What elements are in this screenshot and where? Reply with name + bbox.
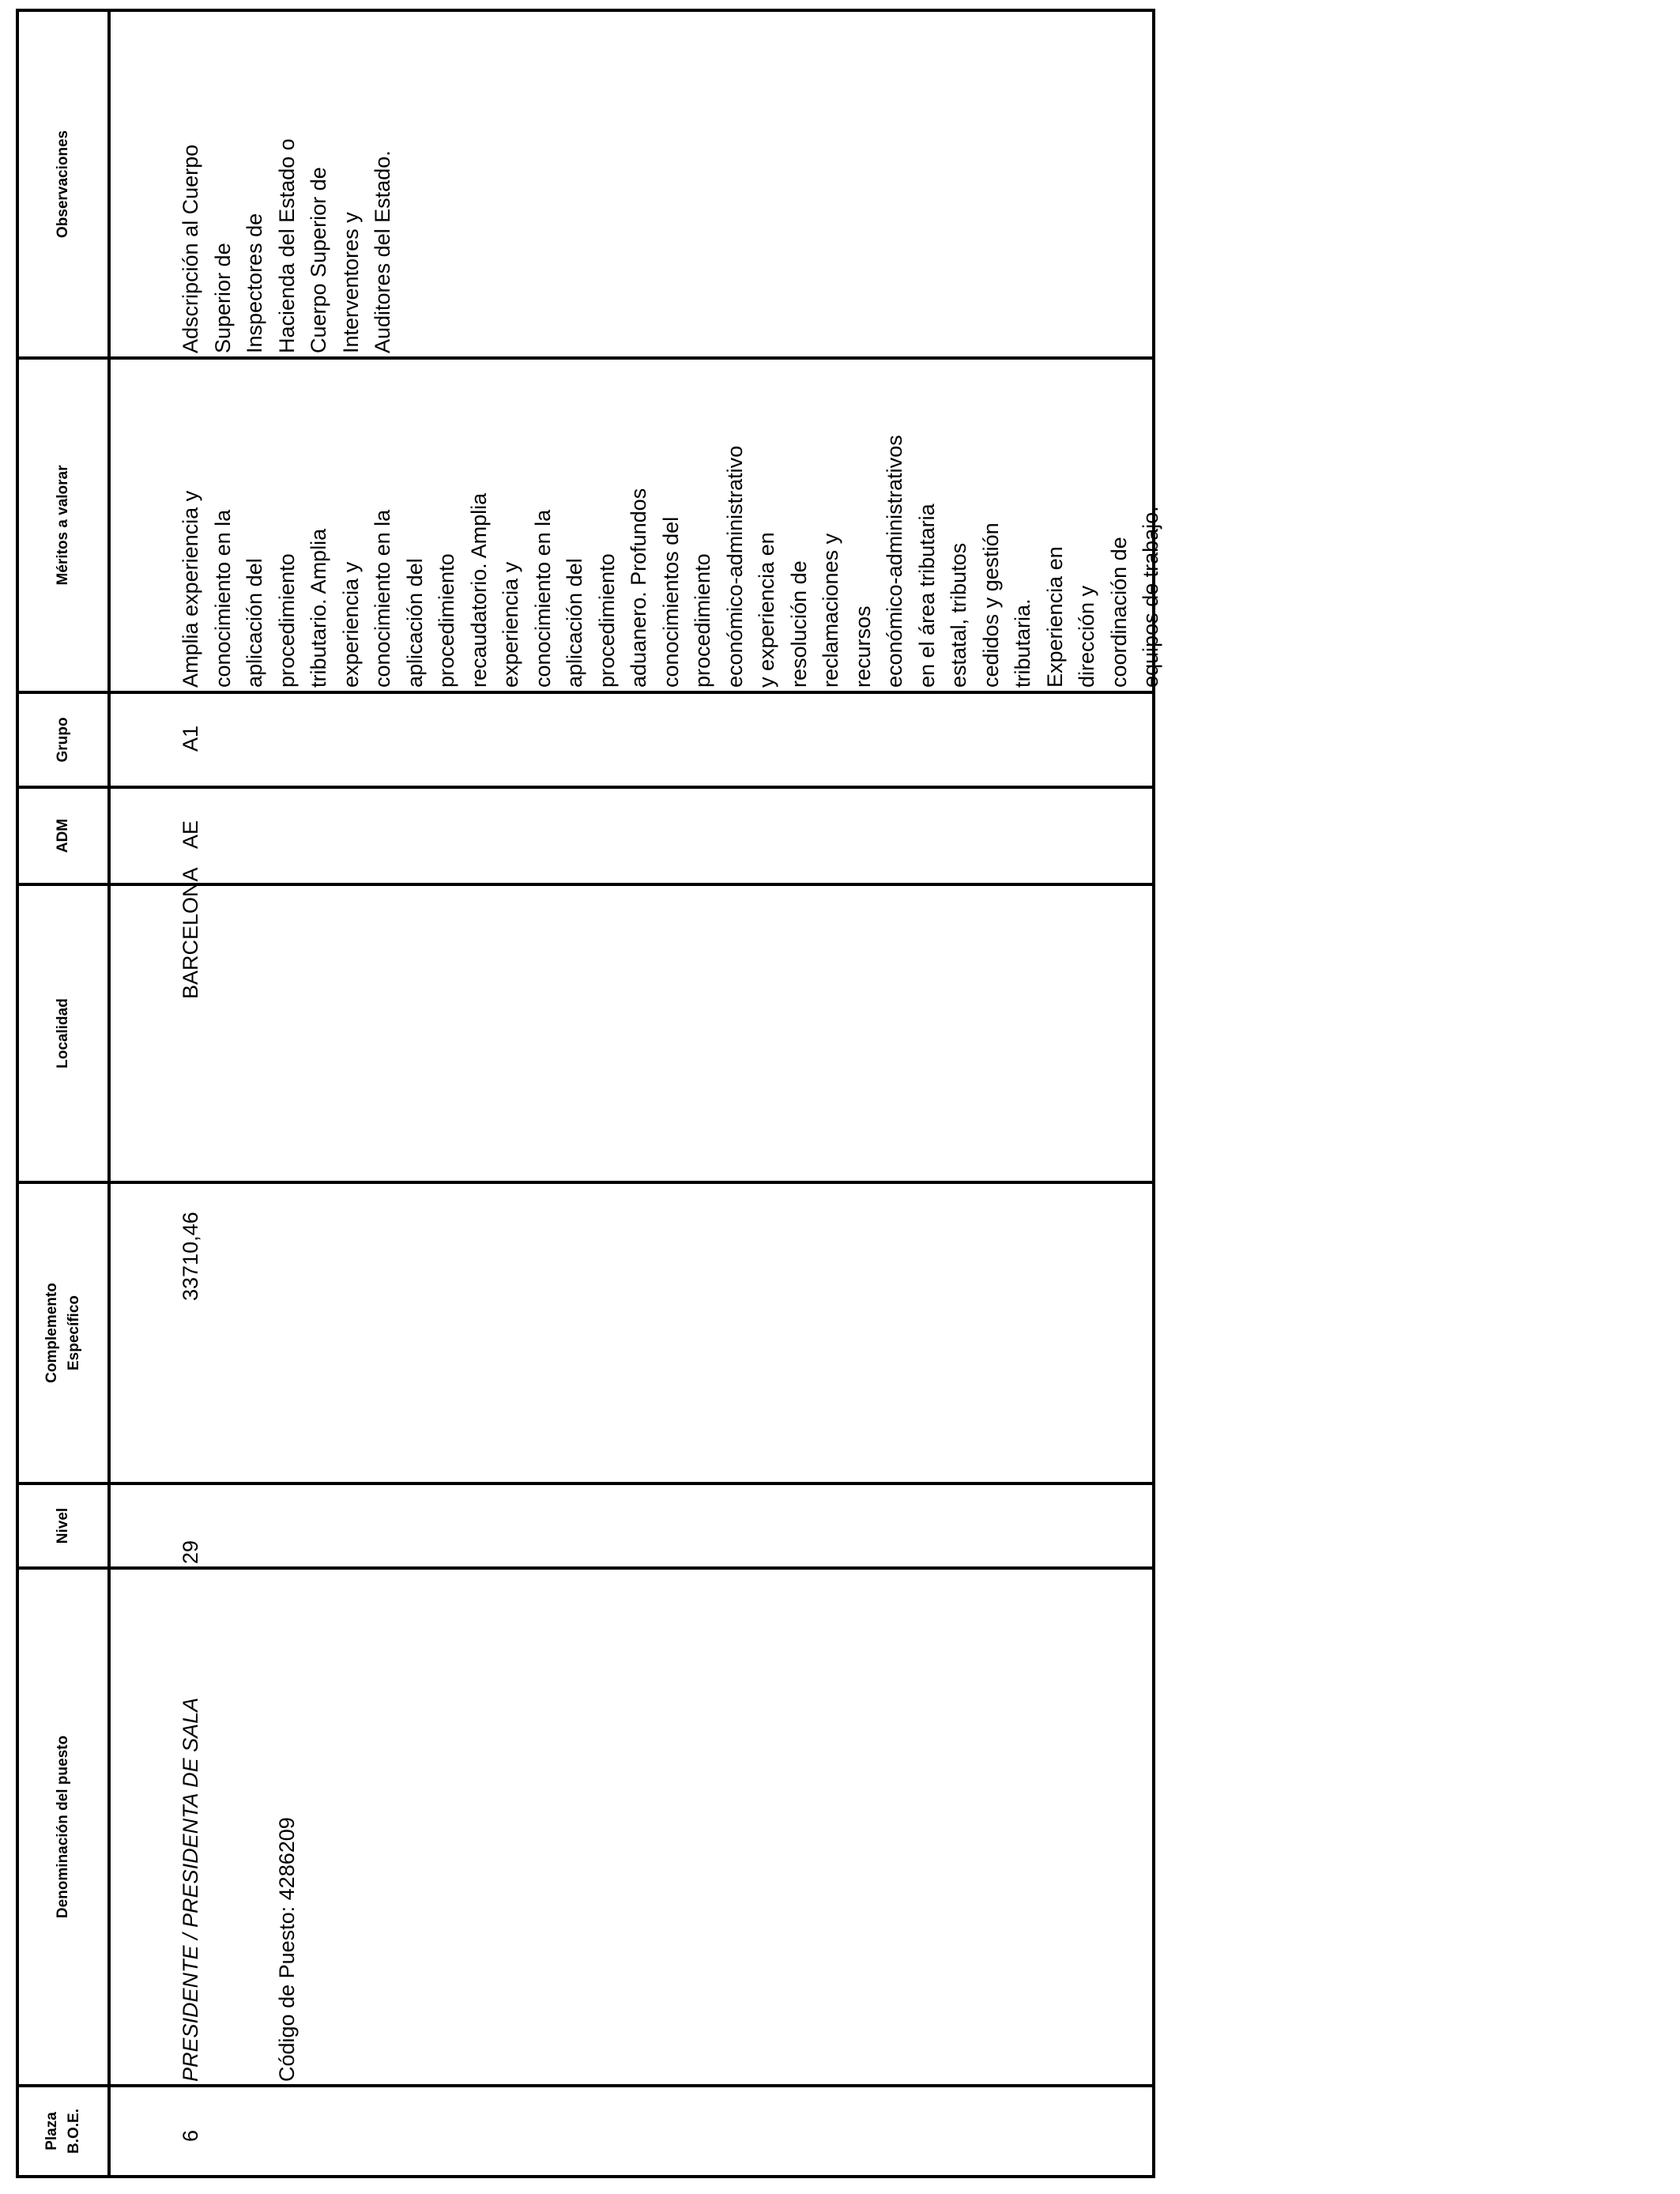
observaciones-line: Inspectores de bbox=[243, 213, 266, 353]
observaciones-line: Hacienda del Estado o bbox=[274, 138, 299, 353]
header-grupo bbox=[19, 694, 107, 786]
column-border bbox=[16, 2084, 1155, 2087]
meritos-line: experiencia y bbox=[338, 561, 363, 688]
column-border bbox=[16, 9, 1155, 12]
header-plaza-line1: Plaza bbox=[43, 2112, 61, 2151]
complemento-value: 33710,46 bbox=[179, 1212, 202, 1301]
meritos-line: y experiencia en bbox=[755, 532, 778, 688]
meritos-line: cedidos y gestión bbox=[978, 522, 1003, 688]
meritos-line: Amplia experiencia y bbox=[179, 490, 202, 688]
cell-plaza bbox=[111, 2106, 271, 2142]
meritos-text bbox=[175, 435, 1167, 688]
column-border bbox=[16, 1181, 1155, 1184]
meritos-line: equipos de trabajo. bbox=[1139, 506, 1162, 688]
column-border bbox=[16, 786, 1155, 789]
meritos-line: económico-administrativo bbox=[722, 445, 747, 688]
meritos-line: procedimiento bbox=[691, 553, 714, 688]
meritos-line: recaudatorio. Amplia bbox=[466, 492, 491, 688]
observaciones-line: Auditores del Estado. bbox=[371, 150, 394, 353]
header-plaza-line2: B.O.E. bbox=[66, 2109, 82, 2154]
meritos-line: económico-administrativos bbox=[883, 435, 906, 688]
header-observaciones bbox=[19, 12, 107, 356]
observaciones-line: Cuerpo Superior de bbox=[307, 167, 330, 353]
header-adm-label: ADM bbox=[55, 818, 72, 854]
meritos-line: procedimiento bbox=[594, 553, 619, 688]
meritos-line: estatal, tributos bbox=[947, 542, 970, 688]
observaciones-line: Interventores y bbox=[338, 212, 363, 353]
header-localidad bbox=[19, 886, 107, 1181]
meritos-line: tributario. Amplia bbox=[307, 528, 330, 688]
meritos-line: procedimiento bbox=[435, 553, 458, 688]
header-observaciones-label: Observaciones bbox=[55, 130, 72, 239]
meritos-line: conocimiento en la bbox=[530, 509, 555, 688]
meritos-line: aplicación del bbox=[402, 558, 427, 688]
meritos-line: coordinación de bbox=[1106, 537, 1131, 688]
column-border bbox=[16, 2175, 1155, 2178]
meritos-line: resolución de bbox=[786, 560, 811, 688]
header-plaza bbox=[19, 2087, 107, 2175]
cell-denominacion bbox=[111, 1698, 367, 2082]
header-denominacion bbox=[19, 1570, 107, 2084]
observaciones-line: Adscripción al Cuerpo bbox=[179, 144, 202, 353]
meritos-line: en el área tributaria bbox=[914, 503, 939, 688]
cell-adm bbox=[111, 813, 271, 849]
cell-observaciones bbox=[111, 138, 463, 353]
meritos-line: procedimiento bbox=[274, 553, 299, 688]
column-border bbox=[16, 356, 1155, 360]
plaza-value: 6 bbox=[179, 2129, 202, 2142]
meritos-line: conocimiento en la bbox=[371, 509, 394, 688]
adm-value: AE bbox=[179, 820, 202, 849]
cell-complemento bbox=[111, 1212, 271, 1301]
meritos-line: dirección y bbox=[1075, 585, 1098, 688]
grupo-value: A1 bbox=[179, 725, 202, 752]
header-complemento-line2: Específico bbox=[66, 1295, 82, 1371]
meritos-line: aplicación del bbox=[563, 558, 586, 688]
observaciones-text bbox=[175, 138, 399, 353]
cell-localidad bbox=[111, 867, 271, 999]
localidad-value: BARCELONA bbox=[179, 867, 202, 999]
nivel-value: 29 bbox=[179, 1540, 202, 1564]
header-nivel bbox=[19, 1485, 107, 1566]
header-complemento-line1: Complemento bbox=[43, 1283, 61, 1383]
header-localidad-label: Localidad bbox=[55, 998, 72, 1069]
column-border bbox=[16, 1482, 1155, 1485]
header-nivel-label: Nivel bbox=[55, 1507, 72, 1544]
observaciones-line: Superior de bbox=[210, 243, 235, 353]
header-complemento bbox=[19, 1184, 107, 1482]
header-denominacion-label: Denominación del puesto bbox=[55, 1735, 72, 1919]
header-grupo-label: Grupo bbox=[55, 717, 72, 763]
meritos-line: aplicación del bbox=[243, 558, 266, 688]
meritos-line: reclamaciones y bbox=[819, 533, 842, 688]
column-border bbox=[16, 1566, 1155, 1570]
meritos-line: recursos bbox=[850, 605, 875, 688]
meritos-line: tributaria. bbox=[1011, 598, 1034, 688]
meritos-line: aduanero. Profundos bbox=[627, 488, 650, 688]
table-bottom-border bbox=[1152, 9, 1155, 2178]
job-title: PRESIDENTE / PRESIDENTA DE SALA bbox=[179, 1697, 202, 2082]
meritos-line: Experiencia en bbox=[1042, 546, 1067, 688]
column-border bbox=[16, 691, 1155, 694]
cell-nivel bbox=[111, 1529, 271, 1564]
job-code: Código de Puesto: 4286209 bbox=[274, 1817, 299, 2082]
meritos-line: conocimientos del bbox=[658, 516, 683, 688]
meritos-line: conocimiento en la bbox=[210, 509, 235, 688]
meritos-line: experiencia y bbox=[499, 561, 522, 688]
header-meritos-label: Méritos a valorar bbox=[55, 465, 72, 586]
header-meritos bbox=[19, 360, 107, 691]
cell-grupo bbox=[111, 716, 271, 752]
header-adm bbox=[19, 789, 107, 883]
cell-meritos bbox=[111, 435, 1231, 688]
